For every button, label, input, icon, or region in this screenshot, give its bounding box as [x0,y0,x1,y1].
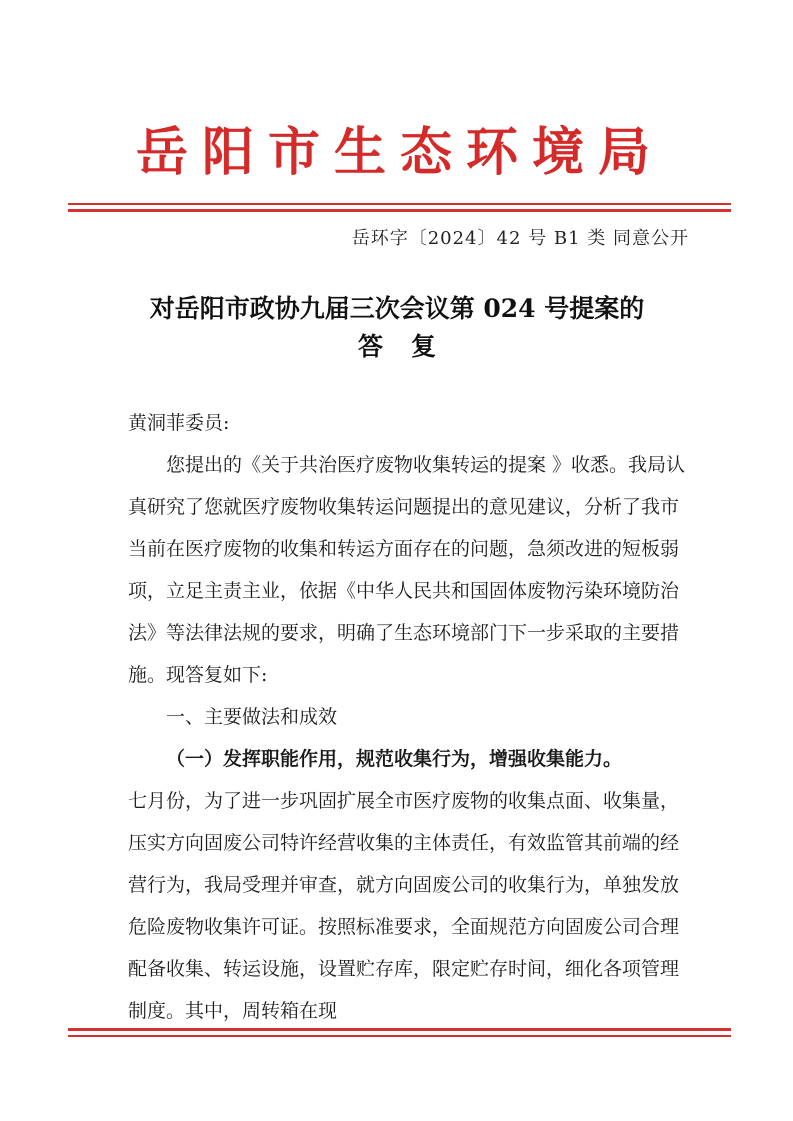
header-rule-thin [68,203,731,205]
document-body [128,402,688,1032]
salutation: 黄洞菲委员: [128,412,230,434]
footer-rule-thin [68,1035,731,1037]
body-paragraph-1: 您提出的《关于共治医疗废物收集转运的提案 》收悉。我局认真研究了您就医疗废物收集转运问题提出的意见建议，分析了我市当前在医疗废物的收集和转运方面存在的问题，急须改进的短板弱项，立足主责主业，依据《中华人民共和国固体废物污染环境防治法》等法律法规的要求，明确了生态环境部门下一步采取的主要措施。现答复如下: [128,454,686,686]
title-line-1: 对岳阳市政协九届三次会议第 024 号提案的 [149,294,645,323]
title-line-2: 答复 [357,332,464,361]
subsection-heading-1: （一）发挥职能作用，规范收集行为，增强收集能力。 [166,748,623,770]
document-number: 岳环字〔2024〕42 号 B1 类 同意公开 [351,228,689,249]
header-rule-thick [68,209,731,212]
footer-rule-thick [68,1028,731,1031]
body-paragraph-2: 七月份，为了进一步巩固扩展全市医疗废物的收集点面、收集量，压实方向固废公司特许经营收集的主体责任，有效监管其前端的经营行为，我局受理并审查，就方向固废公司的收集行为，单独发放危险废物收集许可证。按照标准要求，全面规范方向固废公司合理配备收集、转运设施，设置贮存库，限定贮存时间，细化各项管理制度。其中，周转箱在现 [128,790,680,1022]
org-header-title: 岳阳市生态环境局 [135,122,664,183]
document-title [80,290,714,366]
section-heading-1: 一、主要做法和成效 [166,706,338,728]
